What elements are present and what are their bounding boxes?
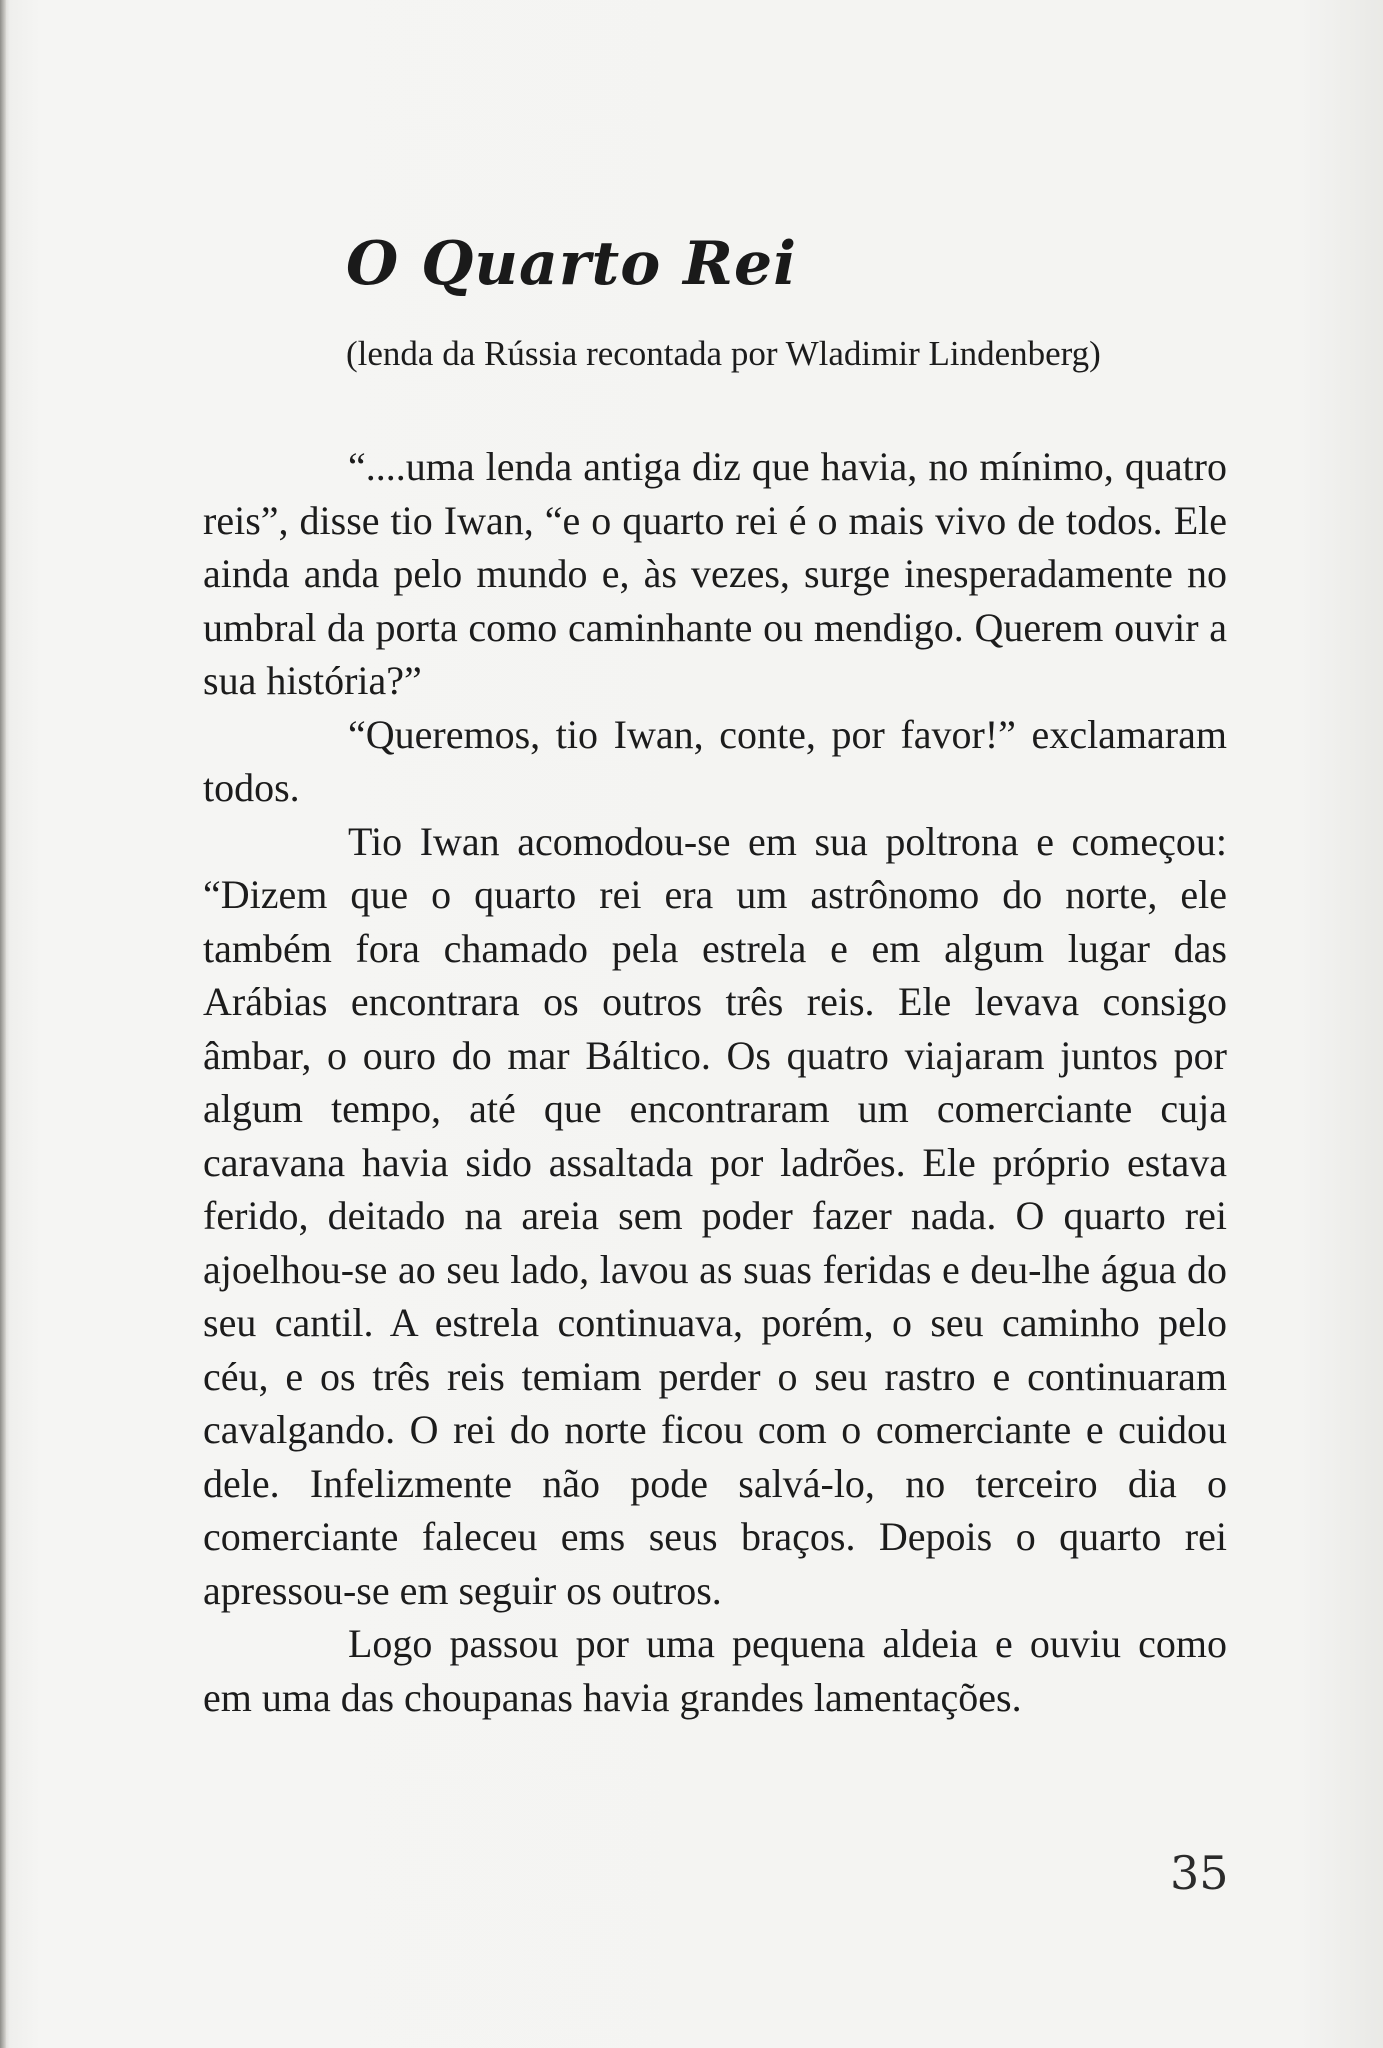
paragraph: Logo passou por uma pequena aldeia e ouviu como em uma das choupanas havia grandes lamentações. bbox=[203, 1621, 1227, 1720]
paragraph: Tio Iwan acomodou-se em sua poltrona e começou: “Dizem que o quarto rei era um astrônomo do norte, ele também fora chamado pela estrela e em algum lugar das Arábias encontrara os outros três reis. Ele levava consigo âmbar, o ouro do mar Báltico. Os quatro viajaram juntos por algum tempo, até que encontraram um comerciante cuja caravana havia sido assaltada por ladrões. Ele próprio estava ferido, deitado na areia sem poder fazer nada. O quarto rei ajoelhou-se ao seu lado, lavou as suas feridas e deu-lhe água do seu cantil. A estrela continuava, porém, o seu caminho pelo céu, e os três reis temiam perder o seu rastro e continuaram cavalgando. O rei do norte ficou com o comerciante e cuidou dele. Infelizmente não pode salvá-lo, no terceiro dia o comerciante faleceu ems seus braços. Depois o quarto rei apressou-se em seguir os outros. bbox=[203, 818, 1227, 1613]
paragraph: “Queremos, tio Iwan, conte, por favor!” exclamaram todos. bbox=[203, 711, 1227, 810]
spine-shadow bbox=[0, 0, 6, 2048]
chapter-title: O Quarto Rei bbox=[346, 229, 797, 299]
page-number: 35 bbox=[1170, 1846, 1229, 1900]
body-text bbox=[203, 440, 1227, 1724]
chapter-subtitle: (lenda da Rússia recontada por Wladimir Lindenberg) bbox=[346, 334, 1101, 373]
paragraph: “....uma lenda antiga diz que havia, no mínimo, quatro reis”, disse tio Iwan, “e o quarto rei é o mais vivo de todos. Ele ainda anda pelo mundo e, às vezes, surge inesperadamente no umbral da porta como caminhante ou mendigo. Querem ouvir a sua história?” bbox=[203, 444, 1227, 703]
